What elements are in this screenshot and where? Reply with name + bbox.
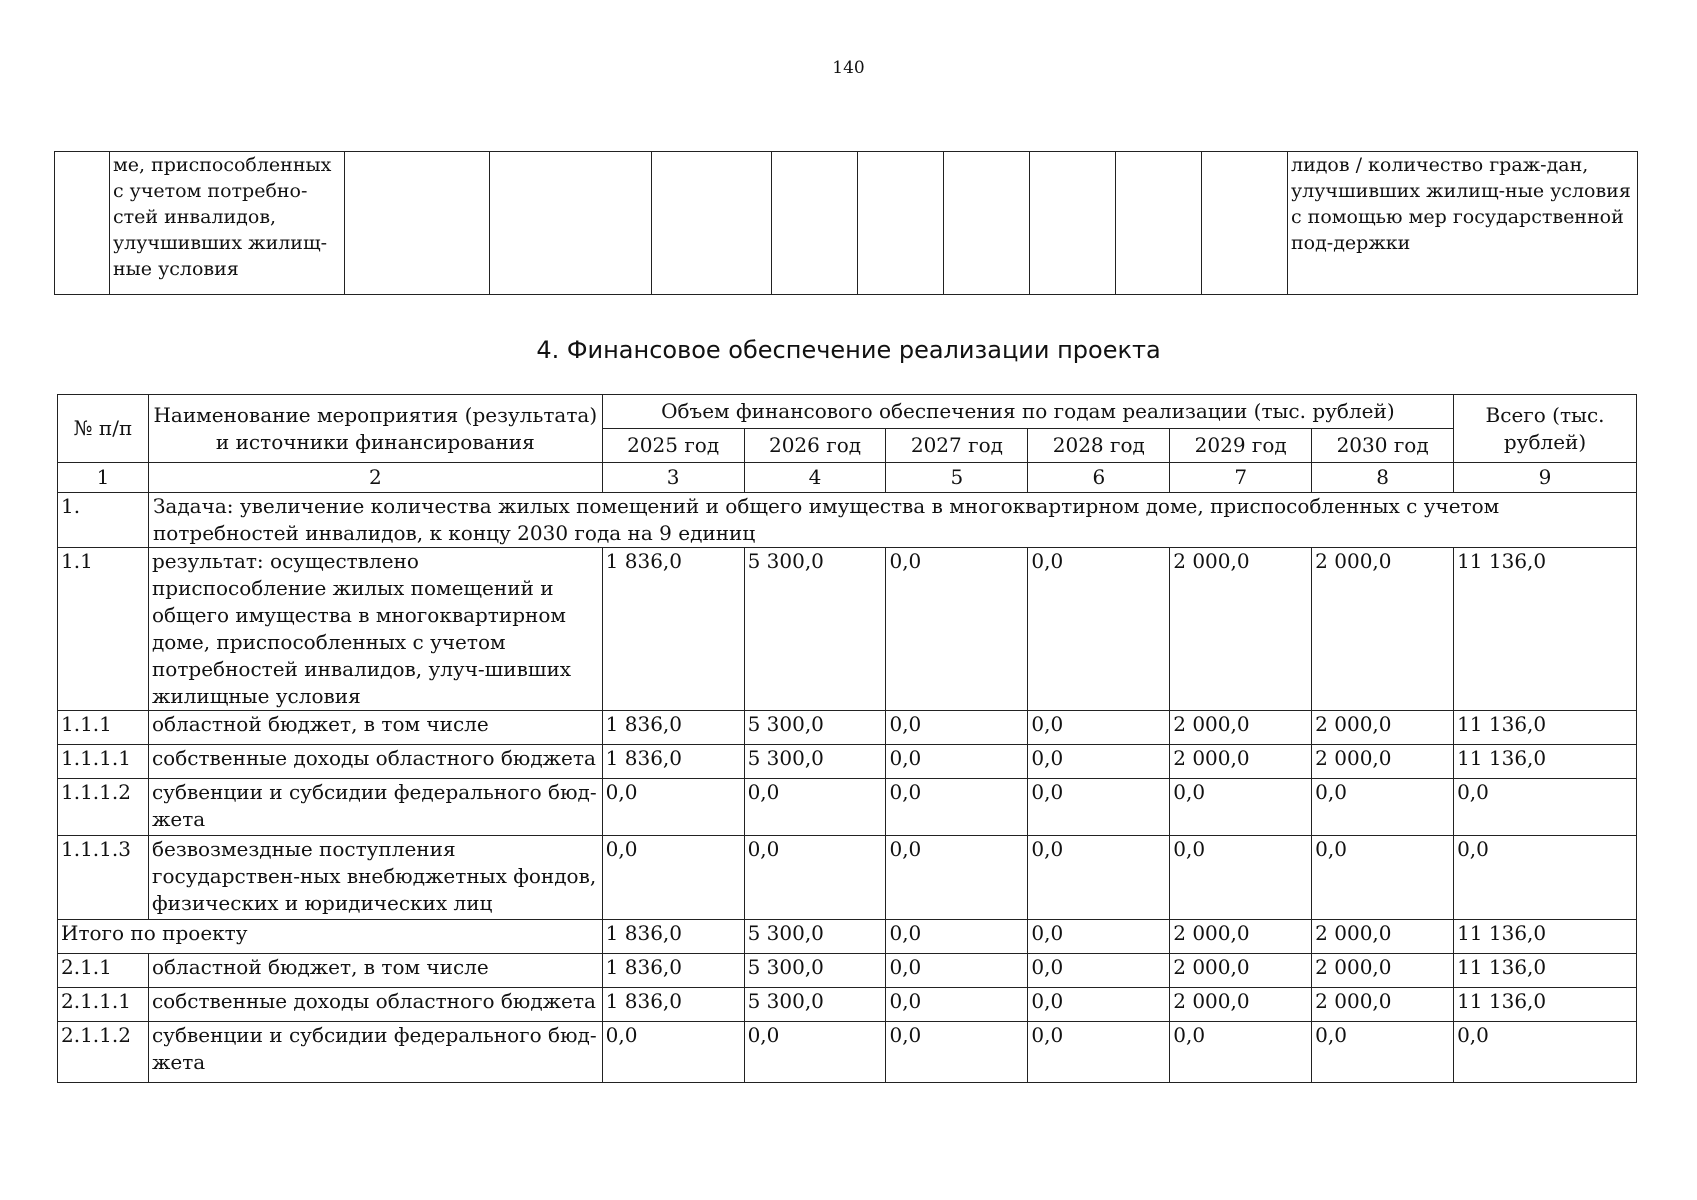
row-name: субвенции и субсидии федерального бюд-жета xyxy=(148,1022,602,1083)
row-name: результат: осуществлено приспособление жилых помещений и общего имущества в многоквартирном доме, приспособленных с учетом потребностей инвалидов, улуч-шивших жилищные условия xyxy=(148,548,602,711)
year-value: 2 000,0 xyxy=(1312,954,1454,988)
header-num: № п/п xyxy=(58,395,149,463)
section-title: 4. Финансовое обеспечение реализации проекта xyxy=(536,336,1161,364)
year-value: 0,0 xyxy=(886,1022,1028,1083)
year-value: 0,0 xyxy=(886,745,1028,779)
row-name: безвозмездные поступления государствен-ных внебюджетных фондов, физических и юридических лиц xyxy=(148,836,602,920)
year-value: 0,0 xyxy=(886,711,1028,745)
column-number: 7 xyxy=(1170,463,1312,493)
year-value: 0,0 xyxy=(886,836,1028,920)
task-text: Задача: увеличение количества жилых помещений и общего имущества в многоквартирном доме, приспособленных с учетом потребностей инвалидов, к концу 2030 года на 9 единиц xyxy=(148,493,1636,548)
year-value: 2 000,0 xyxy=(1170,954,1312,988)
year-value: 2 000,0 xyxy=(1170,711,1312,745)
total-row-value: 2 000,0 xyxy=(1312,920,1454,954)
year-value: 5 300,0 xyxy=(744,988,886,1022)
year-value: 0,0 xyxy=(1028,779,1170,836)
row-name: областной бюджет, в том числе xyxy=(148,711,602,745)
continuation-table xyxy=(54,151,1638,295)
column-number: 2 xyxy=(148,463,602,493)
year-value: 0,0 xyxy=(744,836,886,920)
year-value: 2 000,0 xyxy=(1170,548,1312,711)
year-value: 0,0 xyxy=(886,954,1028,988)
column-numbers-row xyxy=(58,463,1637,493)
year-value: 5 300,0 xyxy=(744,548,886,711)
header-year: 2025 год xyxy=(602,429,744,463)
table-row xyxy=(58,1022,1637,1083)
task-num: 1. xyxy=(58,493,149,548)
year-value: 0,0 xyxy=(1312,836,1454,920)
row-number: 1.1.1 xyxy=(58,711,149,745)
total-row-value: 1 836,0 xyxy=(602,920,744,954)
total-row-value: 0,0 xyxy=(1028,920,1170,954)
column-number: 5 xyxy=(886,463,1028,493)
total-value: 0,0 xyxy=(1454,836,1637,920)
table-row xyxy=(58,548,1637,711)
year-value: 0,0 xyxy=(1312,779,1454,836)
table-cell xyxy=(858,152,944,295)
header-total: Всего (тыс. рублей) xyxy=(1454,395,1637,463)
column-number: 1 xyxy=(58,463,149,493)
header-volume: Объем финансового обеспечения по годам реализации (тыс. рублей) xyxy=(602,395,1453,429)
total-value: 11 136,0 xyxy=(1454,988,1637,1022)
header-year: 2028 год xyxy=(1028,429,1170,463)
column-number: 6 xyxy=(1028,463,1170,493)
year-value: 0,0 xyxy=(744,779,886,836)
year-value: 0,0 xyxy=(1028,548,1170,711)
year-value: 0,0 xyxy=(602,779,744,836)
table-row xyxy=(58,836,1637,920)
table-row xyxy=(58,779,1637,836)
table-row xyxy=(55,152,1638,295)
column-number: 4 xyxy=(744,463,886,493)
year-value: 2 000,0 xyxy=(1312,745,1454,779)
table-cell xyxy=(652,152,772,295)
header-year: 2027 год xyxy=(886,429,1028,463)
indicator-name-cell: ме, приспособленных с учетом потребно-стей инвалидов, улучшивших жилищ-ные условия xyxy=(110,152,345,295)
table-cell xyxy=(345,152,490,295)
year-value: 0,0 xyxy=(1028,836,1170,920)
financing-table xyxy=(57,394,1637,1083)
row-number: 2.1.1.2 xyxy=(58,1022,149,1083)
year-value: 0,0 xyxy=(1028,988,1170,1022)
total-value: 11 136,0 xyxy=(1454,548,1637,711)
table-row xyxy=(58,954,1637,988)
total-row xyxy=(58,920,1637,954)
year-value: 5 300,0 xyxy=(744,711,886,745)
header-name: Наименование мероприятия (результата) и источники финансирования xyxy=(148,395,602,463)
year-value: 0,0 xyxy=(1170,836,1312,920)
year-value: 2 000,0 xyxy=(1170,745,1312,779)
row-name: собственные доходы областного бюджета xyxy=(148,745,602,779)
year-value: 0,0 xyxy=(1028,1022,1170,1083)
year-value: 2 000,0 xyxy=(1312,988,1454,1022)
table-cell xyxy=(1030,152,1116,295)
table-row xyxy=(58,745,1637,779)
year-value: 5 300,0 xyxy=(744,745,886,779)
table-cell xyxy=(55,152,110,295)
year-value: 0,0 xyxy=(602,1022,744,1083)
year-value: 1 836,0 xyxy=(602,711,744,745)
year-value: 0,0 xyxy=(1028,711,1170,745)
total-value: 0,0 xyxy=(1454,779,1637,836)
column-number: 8 xyxy=(1312,463,1454,493)
row-number: 2.1.1 xyxy=(58,954,149,988)
year-value: 1 836,0 xyxy=(602,548,744,711)
row-number: 1.1 xyxy=(58,548,149,711)
year-value: 0,0 xyxy=(602,836,744,920)
table-cell xyxy=(1116,152,1202,295)
row-name: субвенции и субсидии федерального бюд-жета xyxy=(148,779,602,836)
table-cell xyxy=(772,152,858,295)
column-number: 9 xyxy=(1454,463,1637,493)
total-row-value: 11 136,0 xyxy=(1454,920,1637,954)
header-year: 2030 год xyxy=(1312,429,1454,463)
year-value: 0,0 xyxy=(886,548,1028,711)
row-number: 2.1.1.1 xyxy=(58,988,149,1022)
year-value: 2 000,0 xyxy=(1312,548,1454,711)
row-number: 1.1.1.3 xyxy=(58,836,149,920)
year-value: 1 836,0 xyxy=(602,954,744,988)
year-value: 0,0 xyxy=(744,1022,886,1083)
table-row xyxy=(58,988,1637,1022)
year-value: 0,0 xyxy=(886,779,1028,836)
header-row xyxy=(58,395,1637,429)
total-label: Итого по проекту xyxy=(58,920,603,954)
header-year: 2029 год xyxy=(1170,429,1312,463)
year-value: 1 836,0 xyxy=(602,988,744,1022)
total-value: 11 136,0 xyxy=(1454,954,1637,988)
total-value: 11 136,0 xyxy=(1454,711,1637,745)
total-value: 11 136,0 xyxy=(1454,745,1637,779)
total-row-value: 5 300,0 xyxy=(744,920,886,954)
year-value: 0,0 xyxy=(1170,779,1312,836)
header-year: 2026 год xyxy=(744,429,886,463)
page-number: 140 xyxy=(832,58,865,78)
row-number: 1.1.1.1 xyxy=(58,745,149,779)
total-row-value: 0,0 xyxy=(886,920,1028,954)
row-number: 1.1.1.2 xyxy=(58,779,149,836)
table-cell xyxy=(490,152,652,295)
year-value: 5 300,0 xyxy=(744,954,886,988)
year-value: 2 000,0 xyxy=(1312,711,1454,745)
task-row xyxy=(58,493,1637,548)
year-value: 2 000,0 xyxy=(1170,988,1312,1022)
year-value: 0,0 xyxy=(1028,954,1170,988)
year-value: 0,0 xyxy=(1312,1022,1454,1083)
row-name: областной бюджет, в том числе xyxy=(148,954,602,988)
total-row-value: 2 000,0 xyxy=(1170,920,1312,954)
total-value: 0,0 xyxy=(1454,1022,1637,1083)
year-value: 0,0 xyxy=(1170,1022,1312,1083)
table-row xyxy=(58,711,1637,745)
year-value: 0,0 xyxy=(1028,745,1170,779)
table-cell xyxy=(944,152,1030,295)
row-name: собственные доходы областного бюджета xyxy=(148,988,602,1022)
indicator-method-cell: лидов / количество граж-дан, улучшивших жилищ-ные условия с помощью мер государственной под-держки xyxy=(1288,152,1638,295)
year-value: 1 836,0 xyxy=(602,745,744,779)
year-value: 0,0 xyxy=(886,988,1028,1022)
column-number: 3 xyxy=(602,463,744,493)
table-cell xyxy=(1202,152,1288,295)
